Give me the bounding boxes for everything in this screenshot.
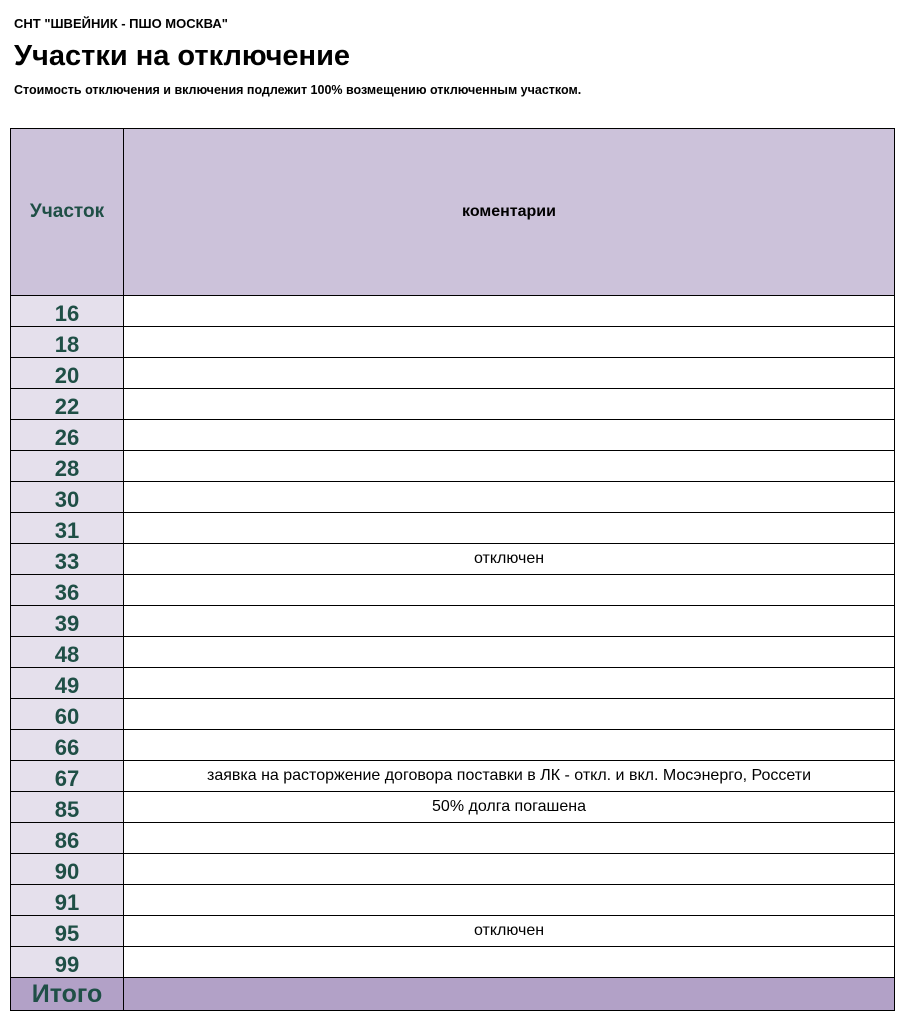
table-row <box>11 327 895 358</box>
comment-cell[interactable] <box>124 575 895 606</box>
plot-number-cell[interactable]: 91 <box>11 885 124 916</box>
comment-cell[interactable] <box>124 358 895 389</box>
table-row <box>11 637 895 668</box>
table-body <box>11 296 895 978</box>
plot-number-cell[interactable]: 26 <box>11 420 124 451</box>
plot-number-cell[interactable]: 66 <box>11 730 124 761</box>
table-header-row <box>11 129 895 296</box>
comment-cell[interactable] <box>124 420 895 451</box>
plot-number-cell[interactable]: 33 <box>11 544 124 575</box>
table-row <box>11 823 895 854</box>
plot-number-cell[interactable]: 67 <box>11 761 124 792</box>
table-row <box>11 730 895 761</box>
table-row <box>11 668 895 699</box>
comment-cell[interactable]: отключен <box>124 916 895 947</box>
plot-number-cell[interactable]: 99 <box>11 947 124 978</box>
plot-number-cell[interactable]: 39 <box>11 606 124 637</box>
plot-number-cell[interactable]: 30 <box>11 482 124 513</box>
table-row <box>11 761 895 792</box>
comment-cell[interactable] <box>124 451 895 482</box>
plot-number-cell[interactable]: 22 <box>11 389 124 420</box>
table-row <box>11 606 895 637</box>
plot-number-cell[interactable]: 16 <box>11 296 124 327</box>
comment-cell[interactable] <box>124 606 895 637</box>
plot-number-cell[interactable]: 90 <box>11 854 124 885</box>
table-row <box>11 699 895 730</box>
comment-cell[interactable] <box>124 885 895 916</box>
table-row <box>11 947 895 978</box>
total-value-cell[interactable] <box>124 978 895 1011</box>
plot-number-cell[interactable]: 85 <box>11 792 124 823</box>
comment-cell[interactable] <box>124 947 895 978</box>
table-row <box>11 451 895 482</box>
plot-number-cell[interactable]: 48 <box>11 637 124 668</box>
plot-number-cell[interactable]: 31 <box>11 513 124 544</box>
comment-cell[interactable] <box>124 482 895 513</box>
table-row <box>11 420 895 451</box>
comment-cell[interactable] <box>124 730 895 761</box>
total-label[interactable]: Итого <box>11 978 124 1011</box>
table-row <box>11 575 895 606</box>
total-row <box>11 978 895 1011</box>
table-row <box>11 513 895 544</box>
comment-cell[interactable] <box>124 637 895 668</box>
plot-number-cell[interactable]: 20 <box>11 358 124 389</box>
column-header-comment[interactable]: коментарии <box>124 129 895 296</box>
comment-cell[interactable] <box>124 296 895 327</box>
table-row <box>11 916 895 947</box>
table-row <box>11 482 895 513</box>
comment-cell[interactable] <box>124 389 895 420</box>
comment-cell[interactable] <box>124 327 895 358</box>
comment-cell[interactable]: заявка на расторжение договора поставки в ЛК - откл. и вкл. Мосэнерго, Россети <box>124 761 895 792</box>
plot-number-cell[interactable]: 36 <box>11 575 124 606</box>
page-title: Участки на отключение <box>14 40 351 72</box>
comment-cell[interactable]: отключен <box>124 544 895 575</box>
plot-number-cell[interactable]: 95 <box>11 916 124 947</box>
table-row <box>11 854 895 885</box>
plots-table <box>10 128 895 1011</box>
plot-number-cell[interactable]: 60 <box>11 699 124 730</box>
plot-number-cell[interactable]: 28 <box>11 451 124 482</box>
comment-cell[interactable]: 50% долга погашена <box>124 792 895 823</box>
table-row <box>11 792 895 823</box>
comment-cell[interactable] <box>124 513 895 544</box>
table-row <box>11 544 895 575</box>
comment-cell[interactable] <box>124 854 895 885</box>
plot-number-cell[interactable]: 49 <box>11 668 124 699</box>
table-row <box>11 885 895 916</box>
organization-name: СНТ "ШВЕЙНИК - ПШО МОСКВА" <box>14 16 228 31</box>
column-header-plot[interactable]: Участок <box>11 129 124 296</box>
plot-number-cell[interactable]: 86 <box>11 823 124 854</box>
comment-cell[interactable] <box>124 668 895 699</box>
plot-number-cell[interactable]: 18 <box>11 327 124 358</box>
table-row <box>11 389 895 420</box>
table-row <box>11 358 895 389</box>
table-row <box>11 296 895 327</box>
comment-cell[interactable] <box>124 699 895 730</box>
cost-note: Стоимость отключения и включения подлежит 100% возмещению отключенным участком. <box>14 83 582 97</box>
comment-cell[interactable] <box>124 823 895 854</box>
